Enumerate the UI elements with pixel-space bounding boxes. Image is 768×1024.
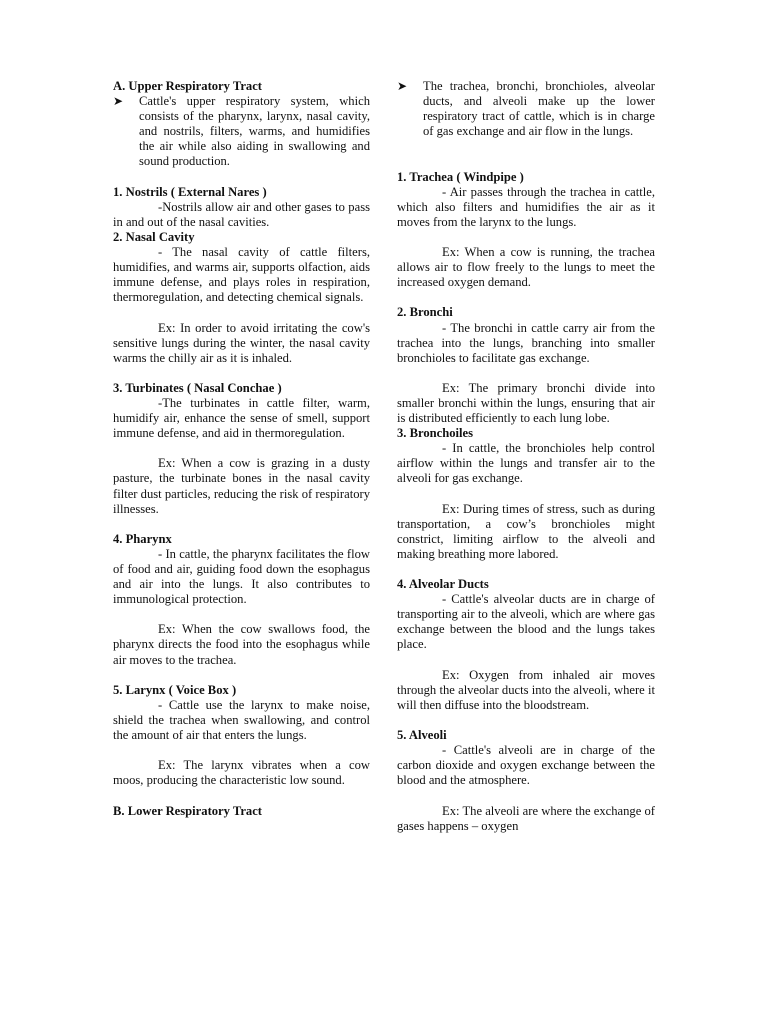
example-turbinates: Ex: When a cow is grazing in a dusty pasture, the turbinate bones in the nasal cavity filter dust particles, reducing the risk of respiratory illnesses. [113,456,370,516]
heading-bronchioles: 3. Bronchoiles [397,426,474,441]
example-bronchi: Ex: The primary bronchi divide into smaller bronchi within the lungs, ensuring that air is distributed efficiently to each lung lobe. [397,380,655,426]
bullet-lower-intro [397,79,655,139]
bullet-upper-intro [113,94,370,169]
example-alveolar-ducts: Ex: Oxygen from inhaled air moves through the alveolar ducts into the alveoli, where it will then diffuse into the bloodstream. [397,667,655,712]
example-nasal-cavity: Ex: In order to avoid irritating the cow's sensitive lungs during the winter, the nasal cavity warms the chilly air as it is inhaled. [113,320,370,365]
heading-trachea: 1. Trachea ( Windpipe ) [397,169,524,184]
lower-intro-text: The trachea, bronchi, bronchioles, alveolar ducts, and alveoli make up the lower respiratory tract of cattle, which is in charge of gas exchange and air flow in the lungs. [423,79,655,139]
heading-bronchi: 2. Bronchi [397,305,453,320]
text-bronchioles: - In cattle, the bronchioles help control airflow within the lungs and transfer air to the alveoli for gas exchange. [397,441,655,486]
example-pharynx: Ex: When the cow swallows food, the pharynx directs the food into the esophagus while air moves to the trachea. [113,622,370,667]
upper-intro-text: Cattle's upper respiratory system, which consists of the pharynx, larynx, nasal cavity, and nostrils, filters, warms, and humidifies the air while also aiding in swallowing and sound production. [139,94,370,169]
section-title-upper: A. Upper Respiratory Tract [113,79,263,93]
heading-nostrils: 1. Nostrils ( External Nares ) [113,184,267,199]
example-larynx: Ex: The larynx vibrates when a cow moos, producing the characteristic low sound. [113,758,370,788]
arrowhead-bullet-icon: ➤ [113,94,124,109]
text-larynx: - Cattle use the larynx to make noise, shield the trachea when swallowing, and control the amount of air that enters the lungs. [113,697,370,743]
text-trachea: - Air passes through the trachea in cattle, which also filters and humidifies the air as it moves from the larynx to the lungs. [397,184,655,229]
heading-nasal-cavity: 2. Nasal Cavity [113,229,195,244]
left-column [113,79,370,819]
text-bronchi: - The bronchi in cattle carry air from the trachea into the lungs, branching into smaller bronchioles to facilitate gas exchange. [397,320,655,365]
text-turbinates: -The turbinates in cattle filter, warm, humidify air, enhance the sense of smell, support immune defense, and aid in thermoregulation. [113,395,370,441]
example-bronchioles: Ex: During times of stress, such as during transportation, a cow’s bronchioles might constrict, limiting airflow to the alveoli and making breathing more labored. [397,501,655,561]
section-title-lower: B. Lower Respiratory Tract [113,803,262,818]
example-alveoli: Ex: The alveoli are where the exchange of gases happens – oxygen [397,803,655,833]
heading-alveolar-ducts: 4. Alveolar Ducts [397,577,489,592]
example-trachea: Ex: When a cow is running, the trachea allows air to flow freely to the lungs to meet the increased oxygen demand. [397,245,655,290]
arrowhead-bullet-icon: ➤ [397,79,408,93]
text-alveolar-ducts: - Cattle's alveolar ducts are in charge of transporting air to the alveoli, which are where gas exchange between the blood and the lungs takes place. [397,592,655,652]
heading-pharynx: 4. Pharynx [113,531,172,546]
right-column [397,79,655,834]
text-nostrils: -Nostrils allow air and other gases to pass in and out of the nasal cavities. [113,199,370,229]
text-nasal-cavity: - The nasal cavity of cattle filters, humidifies, and warms air, supports olfaction, aids immune defense, and plays roles in respiration, thermoregulation, and detecting chemical signals. [113,245,370,305]
heading-larynx: 5. Larynx ( Voice Box ) [113,682,237,697]
text-pharynx: - In cattle, the pharynx facilitates the flow of food and air, guiding food down the esophagus and air into the lungs. It also contributes to immunological protection. [113,546,370,607]
text-alveoli: - Cattle's alveoli are in charge of the carbon dioxide and oxygen exchange between the blood and the atmosphere. [397,743,655,788]
heading-alveoli: 5. Alveoli [397,728,447,743]
heading-turbinates: 3. Turbinates ( Nasal Conchae ) [113,380,282,395]
